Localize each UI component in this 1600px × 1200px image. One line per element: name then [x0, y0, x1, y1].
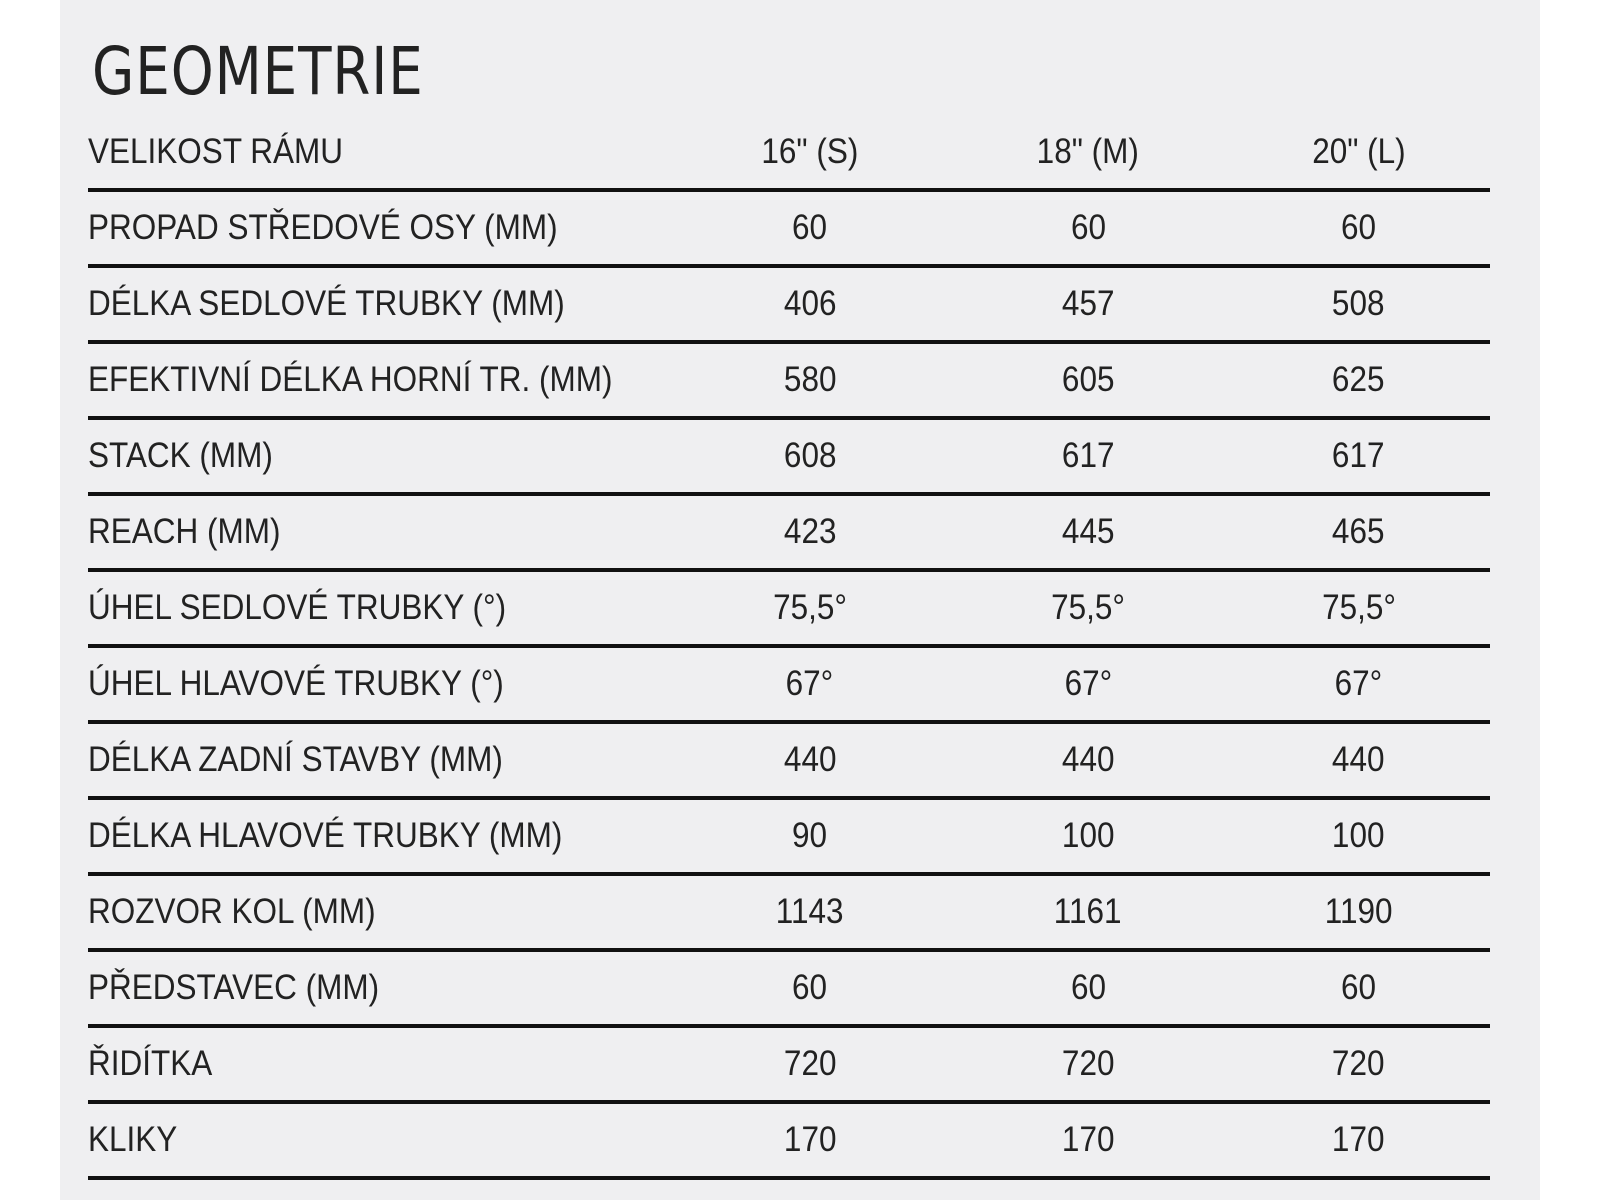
- geometry-panel: [60, 0, 1540, 1200]
- row-value-l: 75,5°: [1227, 570, 1490, 646]
- row-value-s: 720: [671, 1026, 949, 1102]
- table-row: [88, 1026, 1490, 1102]
- row-label: ŘIDÍTKA: [88, 1026, 671, 1102]
- row-label: ÚHEL HLAVOVÉ TRUBKY (°): [88, 646, 671, 722]
- row-value-l: 617: [1227, 418, 1490, 494]
- row-value-l: 1190: [1227, 874, 1490, 950]
- row-value-m: 445: [949, 494, 1227, 570]
- row-label: DÉLKA SEDLOVÉ TRUBKY (MM): [88, 266, 671, 342]
- row-value-l: 60: [1227, 190, 1490, 266]
- row-value-m: 60: [949, 190, 1227, 266]
- row-value-m: 67°: [949, 646, 1227, 722]
- row-label: ROZVOR KOL (MM): [88, 874, 671, 950]
- table-row: [88, 950, 1490, 1026]
- table-row: [88, 190, 1490, 266]
- table-row: [88, 722, 1490, 798]
- row-value-s: 75,5°: [671, 570, 949, 646]
- row-value-m: 605: [949, 342, 1227, 418]
- table-row: [88, 1102, 1490, 1178]
- row-value-m: 720: [949, 1026, 1227, 1102]
- row-value-s: 580: [671, 342, 949, 418]
- row-value-l: 508: [1227, 266, 1490, 342]
- row-value-l: 67°: [1227, 646, 1490, 722]
- table-row: [88, 874, 1490, 950]
- row-label: STACK (MM): [88, 418, 671, 494]
- header-size-l: 20" (L): [1227, 115, 1490, 190]
- table-row: [88, 418, 1490, 494]
- table-row: [88, 494, 1490, 570]
- row-value-m: 1161: [949, 874, 1227, 950]
- row-value-l: 100: [1227, 798, 1490, 874]
- row-label: KLIKY: [88, 1102, 671, 1178]
- header-size-s: 16" (S): [671, 115, 949, 190]
- header-size-m: 18" (M): [949, 115, 1227, 190]
- row-value-l: 60: [1227, 950, 1490, 1026]
- row-value-s: 423: [671, 494, 949, 570]
- row-value-m: 60: [949, 950, 1227, 1026]
- table-header: [88, 115, 1490, 190]
- row-label: ÚHEL SEDLOVÉ TRUBKY (°): [88, 570, 671, 646]
- row-value-m: 457: [949, 266, 1227, 342]
- page-title: GEOMETRIE: [92, 33, 424, 110]
- row-value-s: 60: [671, 950, 949, 1026]
- row-value-s: 608: [671, 418, 949, 494]
- row-value-s: 406: [671, 266, 949, 342]
- row-value-m: 170: [949, 1102, 1227, 1178]
- row-value-l: 465: [1227, 494, 1490, 570]
- table-body: [88, 190, 1490, 1178]
- row-value-l: 625: [1227, 342, 1490, 418]
- row-value-s: 440: [671, 722, 949, 798]
- table-row: [88, 266, 1490, 342]
- row-label: EFEKTIVNÍ DÉLKA HORNÍ TR. (MM): [88, 342, 671, 418]
- row-value-s: 60: [671, 190, 949, 266]
- row-value-l: 720: [1227, 1026, 1490, 1102]
- row-value-m: 100: [949, 798, 1227, 874]
- row-value-s: 67°: [671, 646, 949, 722]
- row-label: DÉLKA HLAVOVÉ TRUBKY (MM): [88, 798, 671, 874]
- row-value-s: 170: [671, 1102, 949, 1178]
- row-value-s: 1143: [671, 874, 949, 950]
- row-label: PROPAD STŘEDOVÉ OSY (MM): [88, 190, 671, 266]
- row-value-l: 440: [1227, 722, 1490, 798]
- row-value-m: 75,5°: [949, 570, 1227, 646]
- header-row: [88, 115, 1490, 190]
- row-value-s: 90: [671, 798, 949, 874]
- geometry-table: [88, 115, 1490, 1180]
- row-label: PŘEDSTAVEC (MM): [88, 950, 671, 1026]
- table-row: [88, 798, 1490, 874]
- row-label: DÉLKA ZADNÍ STAVBY (MM): [88, 722, 671, 798]
- row-value-l: 170: [1227, 1102, 1490, 1178]
- header-label: VELIKOST RÁMU: [88, 115, 671, 190]
- row-label: REACH (MM): [88, 494, 671, 570]
- table-row: [88, 342, 1490, 418]
- table-row: [88, 646, 1490, 722]
- table-row: [88, 570, 1490, 646]
- row-value-m: 440: [949, 722, 1227, 798]
- row-value-m: 617: [949, 418, 1227, 494]
